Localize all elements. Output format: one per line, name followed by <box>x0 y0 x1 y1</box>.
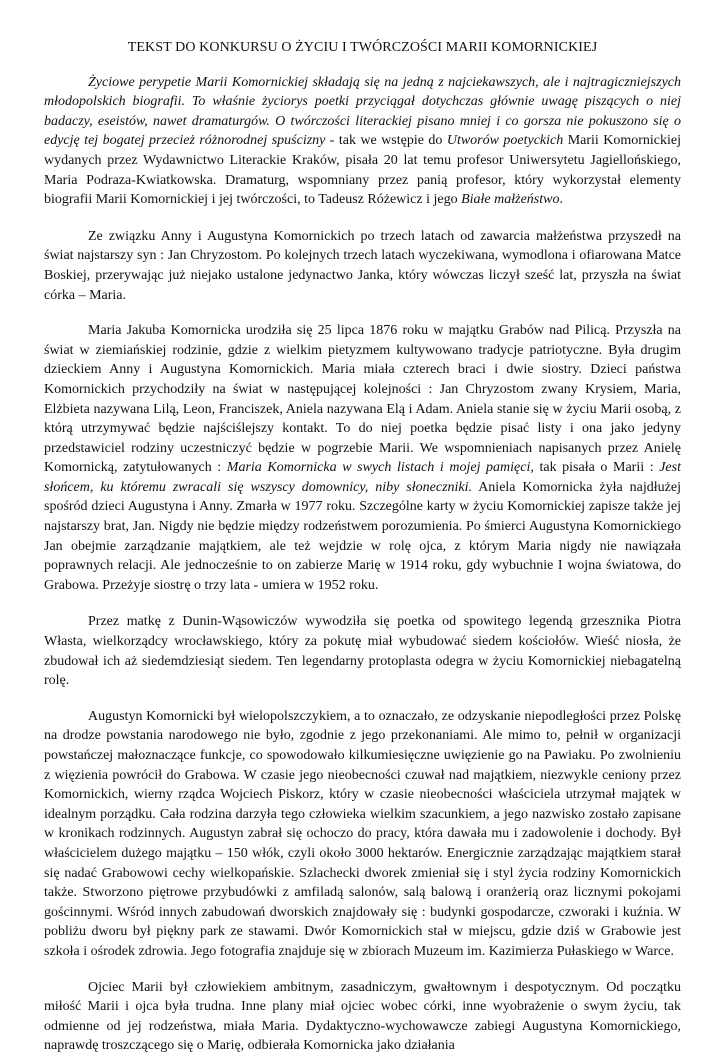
paragraph-birth-of-children: Ze związku Anny i Augustyna Komornickich po trzech latach od zawarcia małżeństwa przyszedł na świat najstarszy syn : Jan Chryzostom. Po kolejnych trzech latach wyczekiwana, wymodlona i ofiarowana Matce Boskiej, przerywając już niejako ustalone jedynactwo Janka, który wówczas liczył sześć lat, przyszła na świat córka – Maria. <box>44 228 681 303</box>
intro-text-c: . <box>559 192 563 208</box>
book-title-utwory-poetyckie: Utworów poetyckich <box>446 133 564 149</box>
paragraph-intro <box>44 73 681 210</box>
paragraph-father-estate: Augustyn Komornicki był wielopolszczykiem, a to oznaczało, ze odzyskanie niepodległości przez Polskę na drodze powstania narodowego nie było, zgodnie z jego przekonaniami. Ale mimo to, pełnił w organizacji powstańczej małoznaczące funkcje, co spowodowało kilkumiesięczne uwięzienie go na Pawiaku. Po zwolnieniu z więzienia powrócił do Grabowa. W czasie jego nieobecności czuwał nad majątkiem, niezwykle ceniony przez Komornickich, wierny rządca Wojciech Piskorz, który w czasie nieobecności właściciela utrzymał majątek w idealnym porządku. Cała rodzina darzyła tego człowieka wielkim szacunkiem, a jego nazwisko zostało zapisane w kronikach rodzinnych. Augustyn zabrał się ochoczo do pracy, która dawała mu i zadowolenie i dochody. Był właścicielem dużego majątku – 150 włók, czyli około 3000 hektarów. Energicznie zarządzając majątkiem starał się nadać Grabowowi cechy wielkopańskie. Szlachecki dworek zmieniał się i styl życia rodziny Komornickich także. Stworzono piętrowe przybudówki z amfiladą salonów, salą balową i oranżerią oraz licznymi pokojami gościnnymi. Wśród innych zabudowań dworskich znajdowały się : budynki gospodarcze, czworaki i kuźnia. W pobliżu dworu był piękny park ze stawami. Dwór Komornickich stał w miejscu, gdzie dziś w Grabowie jest szkoła i ośrodek zdrowia. Jego fotografia znajduje się w zbiorach Muzeum im. Kazimierza Pułaskiego w Warce. <box>44 708 681 959</box>
biography-text-c: Aniela Komornicka żyła najdłużej spośród dzieci Augustyna i Anny. Zmarła w 1977 roku. Szczególne karty w życiu Komornickiej zapisze także jej najstarszy brat, Jan. Nigdy nie będzie między rodzeństwem porozumienia. Po śmierci Augustyna Komornickiego Jan obejmie zarządzanie majątkiem, ale też wejdzie w rolę ojca, z którym Maria nigdy nie nawiązała poprawnych relacji. Ale jednocześnie to on zabierze Marię w 1914 roku, gdy wybuchnie I wojna światowa, do Grabowa. Przeżyje siostrę o trzy lata - umiera w 1952 roku. <box>44 479 681 593</box>
play-title-biale-malzenstwo: Białe małżeństwo <box>461 192 560 208</box>
biography-text-a: Maria Jakuba Komornicka urodziła się 25 lipca 1876 roku w majątku Grabów nad Pilicą. Przyszła na świat w ziemiańskiej rodzinie, gdzie z wielkim pietyzmem kultywowano tradycje patriotyczne. Była drugim dzieckiem Anny i Augustyna Komornickich. Maria miała czterech braci i dwie siostry. Dzieci państwa Komornickich przychodziły na świat w następującej kolejności : Jan Chryzostom zwany Krysiem, Maria, Elżbieta nazywana Lilą, Leon, Franciszek, Aniela nazywana Elą i Adam. Aniela stanie się w życiu Marii osobą, z którą utrzymywać będzie najściślejszy kontakt. To do niej poetka będzie pisać listy i ona jako jedyny przedstawiciel rodziny uczestniczyć będzie w pogrzebie Marii. We wspomnieniach napisanych przez Anielę Komornicką, zatytułowanych : <box>44 323 681 476</box>
biography-text-b: tak pisała o Marii : <box>533 460 660 476</box>
paragraph-ancestry: Przez matkę z Dunin-Wąsowiczów wywodziła się poetka od spowitego legendą grzesznika Piotra Własta, wielkorządcy wrocławskiego, który za pokutę miał wybudować siedem kościołów. Wieść niosła, że zbudował ich aż siedemdziesiąt siedem. Ten legendarny protoplasta odegra w życiu Komornickiej niebagatelną rolę. <box>44 614 681 689</box>
memoir-quote-italic: Jest słońcem, ku któremu zwracali się wszyscy domownicy, niby słoneczniki. <box>44 460 681 495</box>
document-title: TEKST DO KONKURSU O ŻYCIU I TWÓRCZOŚCI MARII KOMORNICKIEJ <box>127 40 598 55</box>
paragraph-maria-biography <box>44 321 681 595</box>
memoir-title-italic: Maria Komornicka w swych listach i mojej pamięci, <box>226 460 534 476</box>
intro-text-b: Marii Komornickiej wydanych przez Wydawnictwo Literackie Kraków, pisała 20 lat temu profesor Uniwersytetu Jagiellońskiego, Maria Podraza-Kwiatkowska. Dramaturg, wspomniany przez panią profesor, który wykorzystał elementy biografii Marii Komornickiej i jej twórczości, to Tadeusz Różewicz i jego <box>44 133 681 208</box>
paragraph-father-character: Ojciec Marii był człowiekiem ambitnym, zasadniczym, gwałtownym i despotycznym. Od początku miłość Marii i ojca była trudna. Inne plany miał ojciec wobec córki, inne wyobrażenie o swym życiu, tak odmienne od jej rodzeństwa, miała Maria. Dydaktyczno-wychowawcze zabiegi Augustyna Komornickiego, naprawdę troszczącego się o Marię, odbierała Komornicka jako działania <box>44 979 681 1054</box>
intro-text-a: - tak we wstępie do <box>325 133 447 149</box>
intro-quote-italic: Życiowe perypetie Marii Komornickiej składają się na jedną z najciekawszych, ale i najtragiczniejszych młodopolskich biografii. To właśnie życiorys poetki przyciągał dotychczas głównie uwagę piszących o niej badaczy, eseistów, nawet dramaturgów. O twórczości literackiej pisano mniej i co gorsza nie pokuszono się o edycję tej bogatej przecież różnorodnej spuścizny <box>44 74 681 149</box>
